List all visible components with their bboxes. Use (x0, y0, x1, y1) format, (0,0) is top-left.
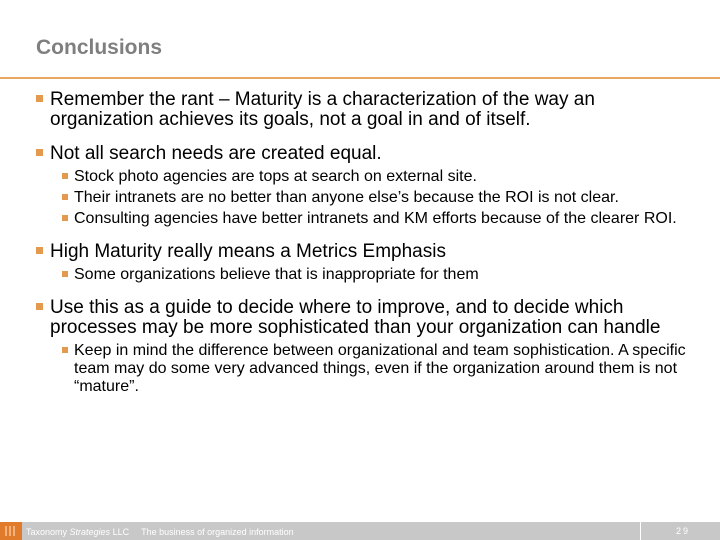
sub-bullet-square-icon (62, 271, 68, 277)
sub-bullet (36, 342, 696, 396)
bullet-text: High Maturity really means a Metrics Emphasis (50, 241, 446, 262)
bullet-square-icon (36, 303, 43, 310)
bullet (36, 298, 696, 338)
footer-brand-llc: LLC (110, 527, 130, 537)
bullet (36, 242, 696, 262)
sub-bullet (36, 168, 696, 186)
footer-text (26, 527, 294, 537)
sub-bullet-text: Some organizations believe that is inappropriate for them (74, 266, 479, 283)
footer-bar (0, 522, 720, 540)
sub-bullet-text: Their intranets are no better than anyone else’s because the ROI is not clear. (74, 189, 619, 206)
sub-bullet-text: Consulting agencies have better intranets and KM efforts because of the clearer ROI. (74, 210, 677, 227)
sub-bullet (36, 210, 696, 228)
sub-bullet-text: Stock photo agencies are tops at search on external site. (74, 168, 477, 185)
slide-content (36, 90, 696, 396)
bullet-square-icon (36, 95, 43, 102)
slide-title: Conclusions (36, 36, 163, 59)
bullet-square-icon (36, 149, 43, 156)
footer-brand-strategies: Strategies (69, 527, 111, 537)
bullet (36, 90, 696, 130)
title-rule (0, 77, 720, 79)
sub-bullet-square-icon (62, 194, 68, 200)
company-logo-icon (0, 522, 22, 540)
sub-bullet-square-icon (62, 173, 68, 179)
footer-brand-taxonomy: Taxonomy (26, 527, 70, 537)
bullet-text: Not all search needs are created equal. (50, 143, 382, 164)
bullet-square-icon (36, 247, 43, 254)
page-number: 29 (676, 526, 691, 536)
sub-bullet (36, 189, 696, 207)
sub-bullet-square-icon (62, 215, 68, 221)
bullet-text: Use this as a guide to decide where to improve, and to decide which processes may be more sophisticated than your organization can handle (50, 297, 661, 338)
sub-bullet-text: Keep in mind the difference between organizational and team sophistication. A specific team may do some very advanced things, even if the organization around them is not “mature”. (74, 342, 686, 395)
sub-bullet-square-icon (62, 347, 68, 353)
sub-bullet (36, 266, 696, 284)
bullet (36, 144, 696, 164)
bullet-text: Remember the rant – Maturity is a characterization of the way an organization achieves its goals, not a goal in and of itself. (50, 89, 595, 130)
footer-tagline: The business of organized information (141, 527, 294, 537)
footer-divider (640, 522, 641, 540)
